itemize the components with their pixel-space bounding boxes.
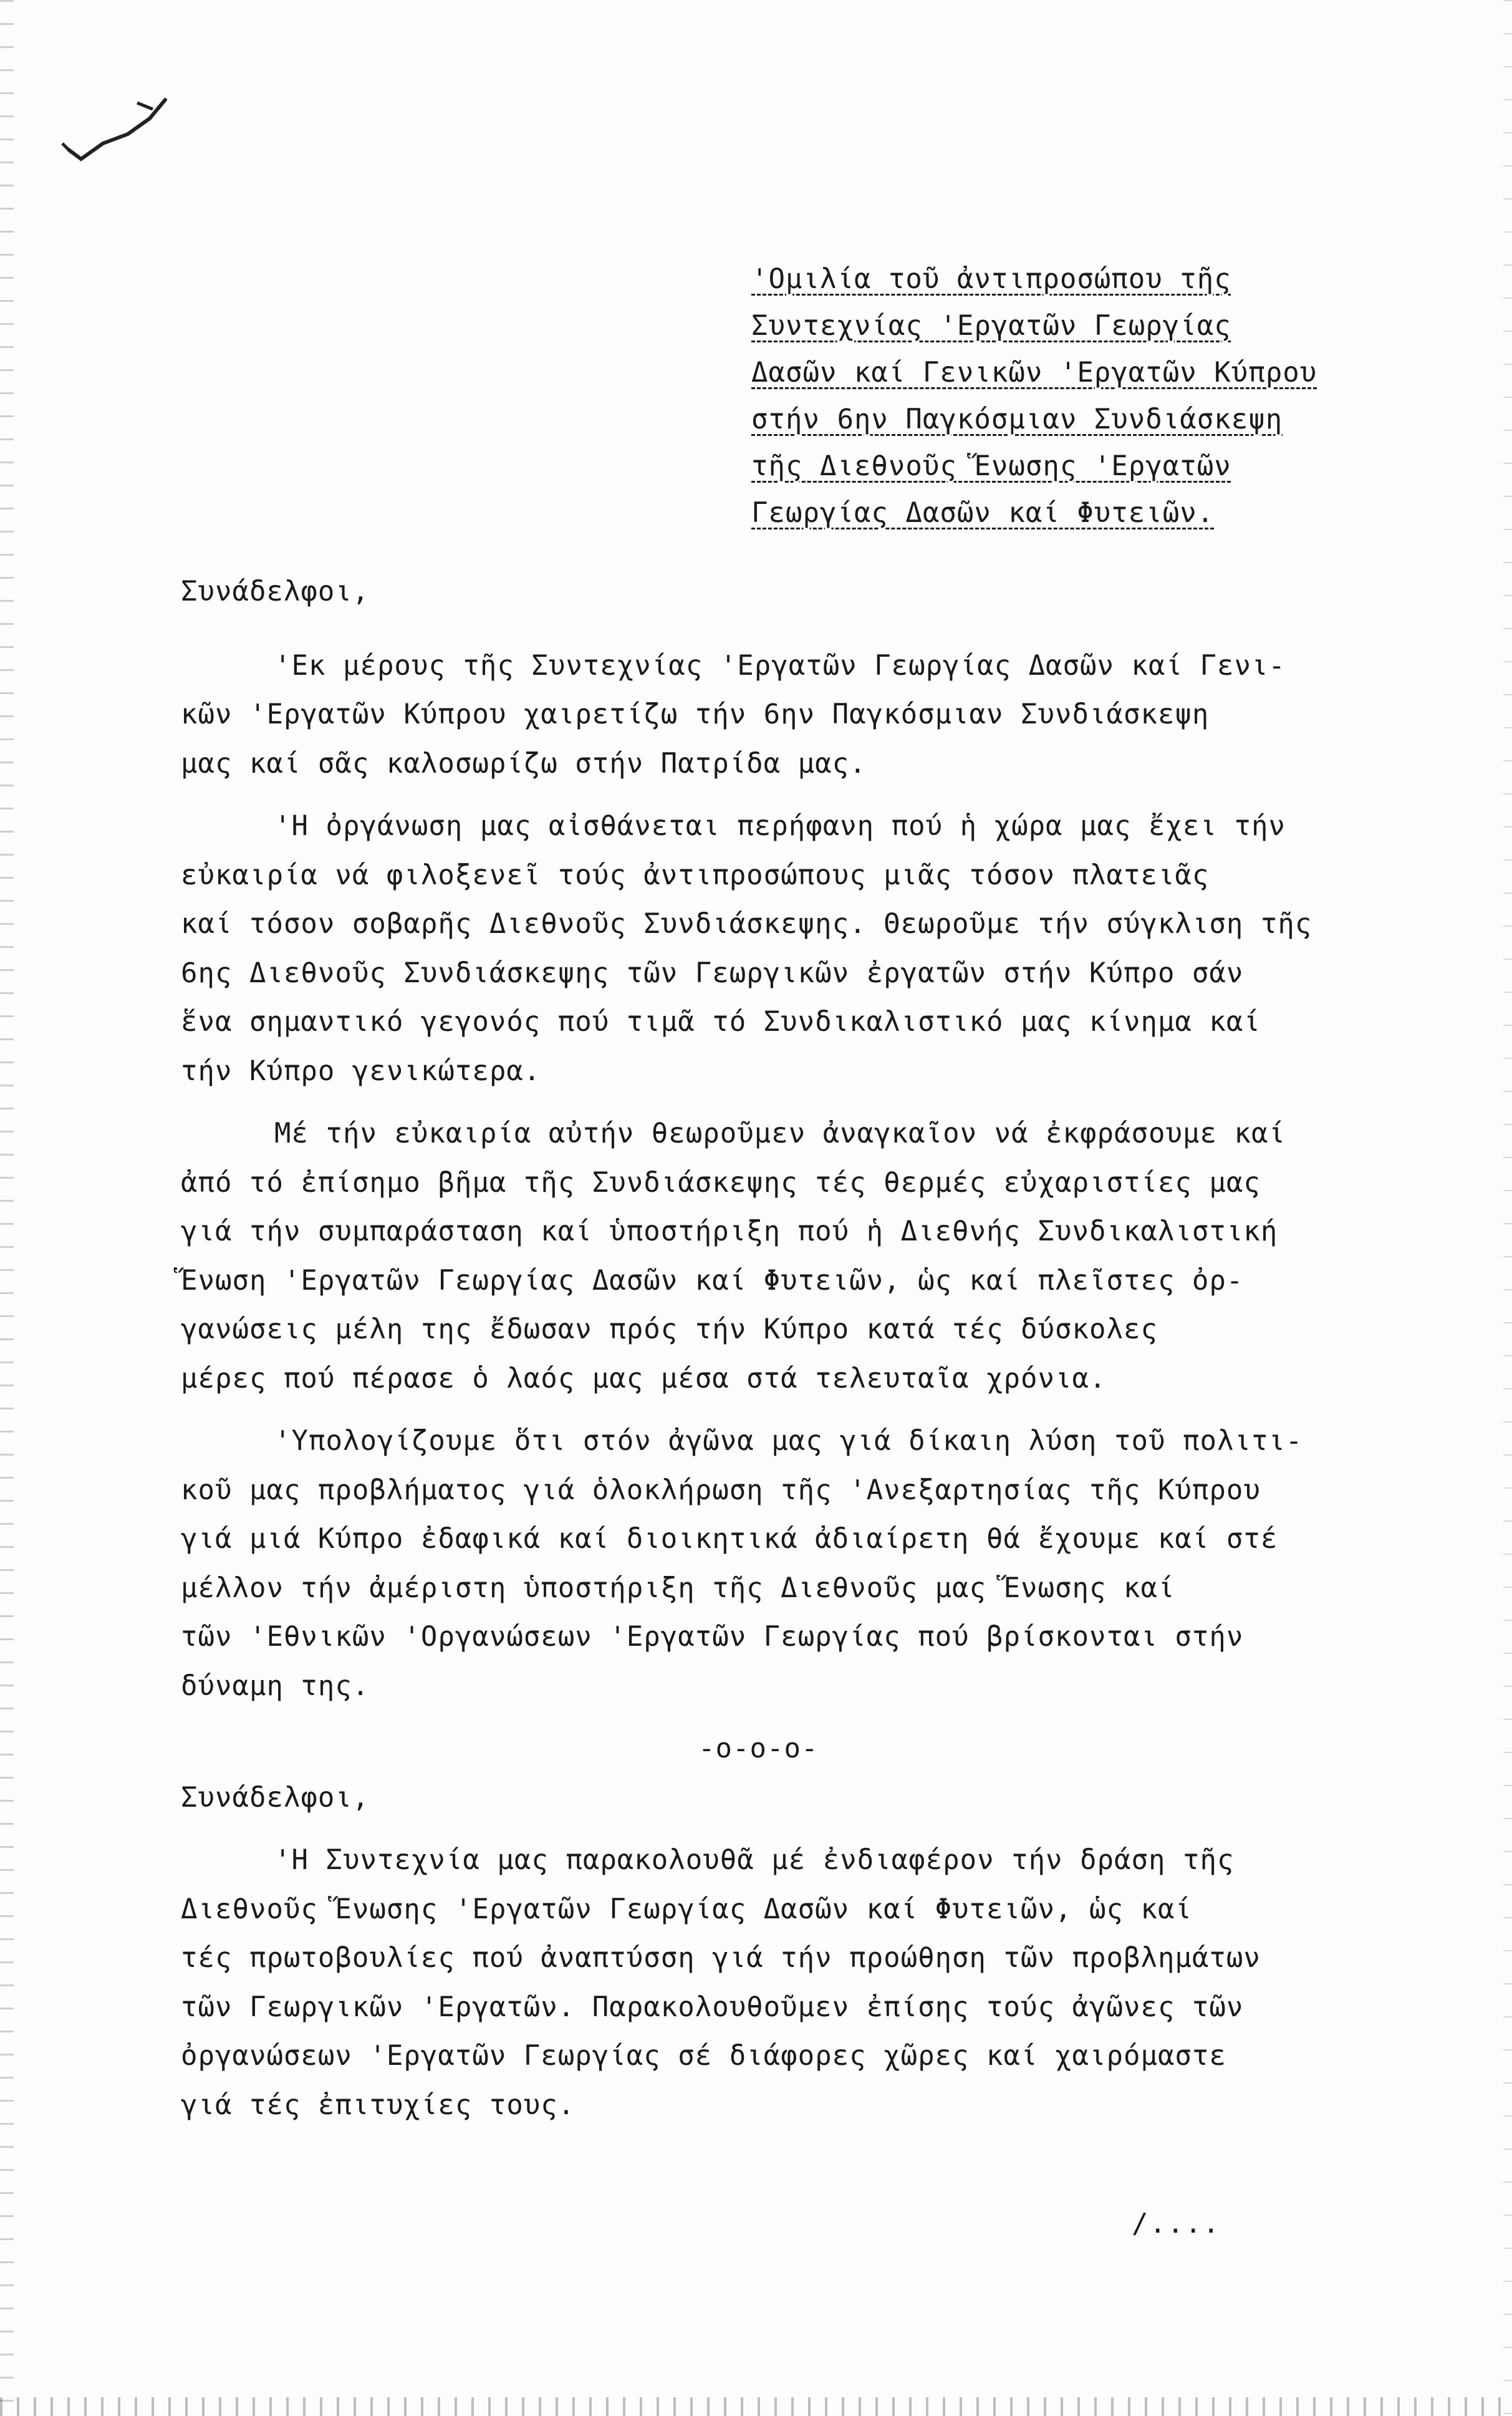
text-line: κῶν 'Εργατῶν Κύπρου χαιρετίζω τήν 6ην Παγκόσμιαν Συνδιάσκεψη [181, 698, 1210, 730]
text-line: μας καί σᾶς καλοσωρίζω στήν Πατρίδα μας. [181, 747, 867, 780]
salutation: Συνάδελφοι, [181, 1781, 370, 1814]
text-line: ὀργανώσεων 'Εργατῶν Γεωργίας σέ διάφορες χῶρες καί χαιρόμαστε [181, 2040, 1226, 2072]
text-line: γιά τήν συμπαράσταση καί ὑποστήριξη πού ἡ Διεθνής Συνδικαλιστική [181, 1215, 1278, 1247]
text-line: 'Εκ μέρους τῆς Συντεχνίας 'Εργατῶν Γεωργίας Δασῶν καί Γενι- [274, 649, 1286, 682]
text-line: γιά μιά Κύπρο ἐδαφικά καί διοικητικά ἀδιαίρετη θά ἔχουμε καί στέ [181, 1523, 1278, 1555]
scan-edge-left [0, 0, 14, 2416]
text-line: Μέ τήν εὐκαιρία αὐτήν θεωροῦμεν ἀναγκαῖον νά ἐκφράσουμε καί [274, 1118, 1286, 1149]
text-line: 6ης Διεθνοῦς Συνδιάσκεψης τῶν Γεωργικῶν ἐργατῶν στήν Κύπρο σάν [181, 957, 1244, 989]
speech-body [181, 568, 1465, 2130]
scan-edge-right [1503, 0, 1512, 2416]
text-line: μέρες πού πέρασε ὁ λαός μας μέσα στά τελευταῖα χρόνια. [181, 1362, 1107, 1394]
text-line: μέλλον τήν ἀμέριστη ὑποστήριξη τῆς Διεθνοῦς μας Ἕνωσης καί [181, 1572, 1175, 1604]
text-line: τήν Κύπρο γενικώτερα. [181, 1055, 541, 1087]
text-line: 'Η Συντεχνία μας παρακολουθᾶ μέ ἐνδιαφέρον τήν δράση τῆς [274, 1844, 1235, 1876]
text-line: Διεθνοῦς Ἕνωσης 'Εργατῶν Γεωργίας Δασῶν καί Φυτειῶν, ὡς καί [181, 1893, 1192, 1925]
paragraph-struggle [181, 1417, 1465, 1711]
paragraph-activity [181, 1836, 1465, 2130]
text-line: 'Η ὀργάνωση μας αἰσθάνεται περήφανη πού ἡ χώρα μας ἔχει τήν [274, 810, 1286, 842]
text-line: γανώσεις μέλη της ἔδωσαν πρός τήν Κύπρο κατά τές δύσκολες [181, 1313, 1158, 1345]
text-line: τῶν 'Εθνικῶν 'Οργανώσεων 'Εργατῶν Γεωργίας πού βρίσκονται στήν [181, 1621, 1244, 1653]
scan-edge-bottom [0, 2397, 1512, 2416]
text-line: δύναμη της. [181, 1669, 370, 1702]
text-line: κοῦ μας προβλήματος γιά ὁλοκλήρωση τῆς 'Ανεξαρτησίας τῆς Κύπρου [181, 1474, 1261, 1506]
text-line: καί τόσον σοβαρῆς Διεθνοῦς Συνδιάσκεψης. Θεωροῦμε τήν σύγκλιση τῆς [181, 908, 1312, 940]
paragraph-pride [181, 802, 1465, 1096]
title-line: Γεωργίας Δασῶν καί Φυτειῶν. [751, 497, 1215, 529]
text-line: ἀπό τό ἐπίσημο βῆμα τῆς Συνδιάσκεψης τές θερμές εὐχαριστίες μας [181, 1166, 1261, 1199]
section-separator: -o-o-o- [698, 1732, 819, 1764]
title-line: τῆς Διεθνοῦς Ἕνωσης 'Εργατῶν [751, 450, 1231, 482]
page-continuation-mark: /.... [1132, 2208, 1221, 2240]
title-line: Συντεχνίας 'Εργατῶν Γεωργίας [751, 310, 1231, 342]
text-line: γιά τές ἐπιτυχίες τους. [181, 2089, 575, 2121]
text-line: Ἕνωση 'Εργατῶν Γεωργίας Δασῶν καί Φυτειῶν, ὡς καί πλεῖστες ὀρ- [181, 1264, 1244, 1297]
handwritten-mark-icon [44, 75, 168, 175]
paragraph-greeting [181, 642, 1465, 789]
text-line: ἕνα σημαντικό γεγονός πού τιμᾶ τό Συνδικαλιστικό μας κίνημα καί [181, 1006, 1261, 1038]
title-line: στήν 6ην Παγκόσμιαν Συνδιάσκεψη [751, 403, 1283, 435]
text-line: 'Υπολογίζουμε ὅτι στόν ἀγῶνα μας γιά δίκαιη λύση τοῦ πολιτι- [274, 1425, 1303, 1457]
text-line: τῶν Γεωργικῶν 'Εργατῶν. Παρακολουθοῦμεν ἐπίσης τούς ἀγῶνες τῶν [181, 1991, 1244, 2023]
text-line: εὐκαιρία νά φιλοξενεῖ τούς ἀντιπροσώπους μιᾶς τόσον πλατειᾶς [181, 859, 1210, 891]
title-line: 'Ομιλία τοῦ ἀντιπροσώπου τῆς [751, 263, 1231, 295]
text-line: τές πρωτοβουλίες πού ἀναπτύσση γιά τήν προώθηση τῶν προβλημάτων [181, 1942, 1261, 1974]
title-line: Δασῶν καί Γενικῶν 'Εργατῶν Κύπρου [751, 357, 1317, 389]
paragraph-thanks [181, 1109, 1465, 1403]
speech-title [751, 256, 1437, 536]
salutation: Συνάδελφοι, [181, 576, 370, 607]
